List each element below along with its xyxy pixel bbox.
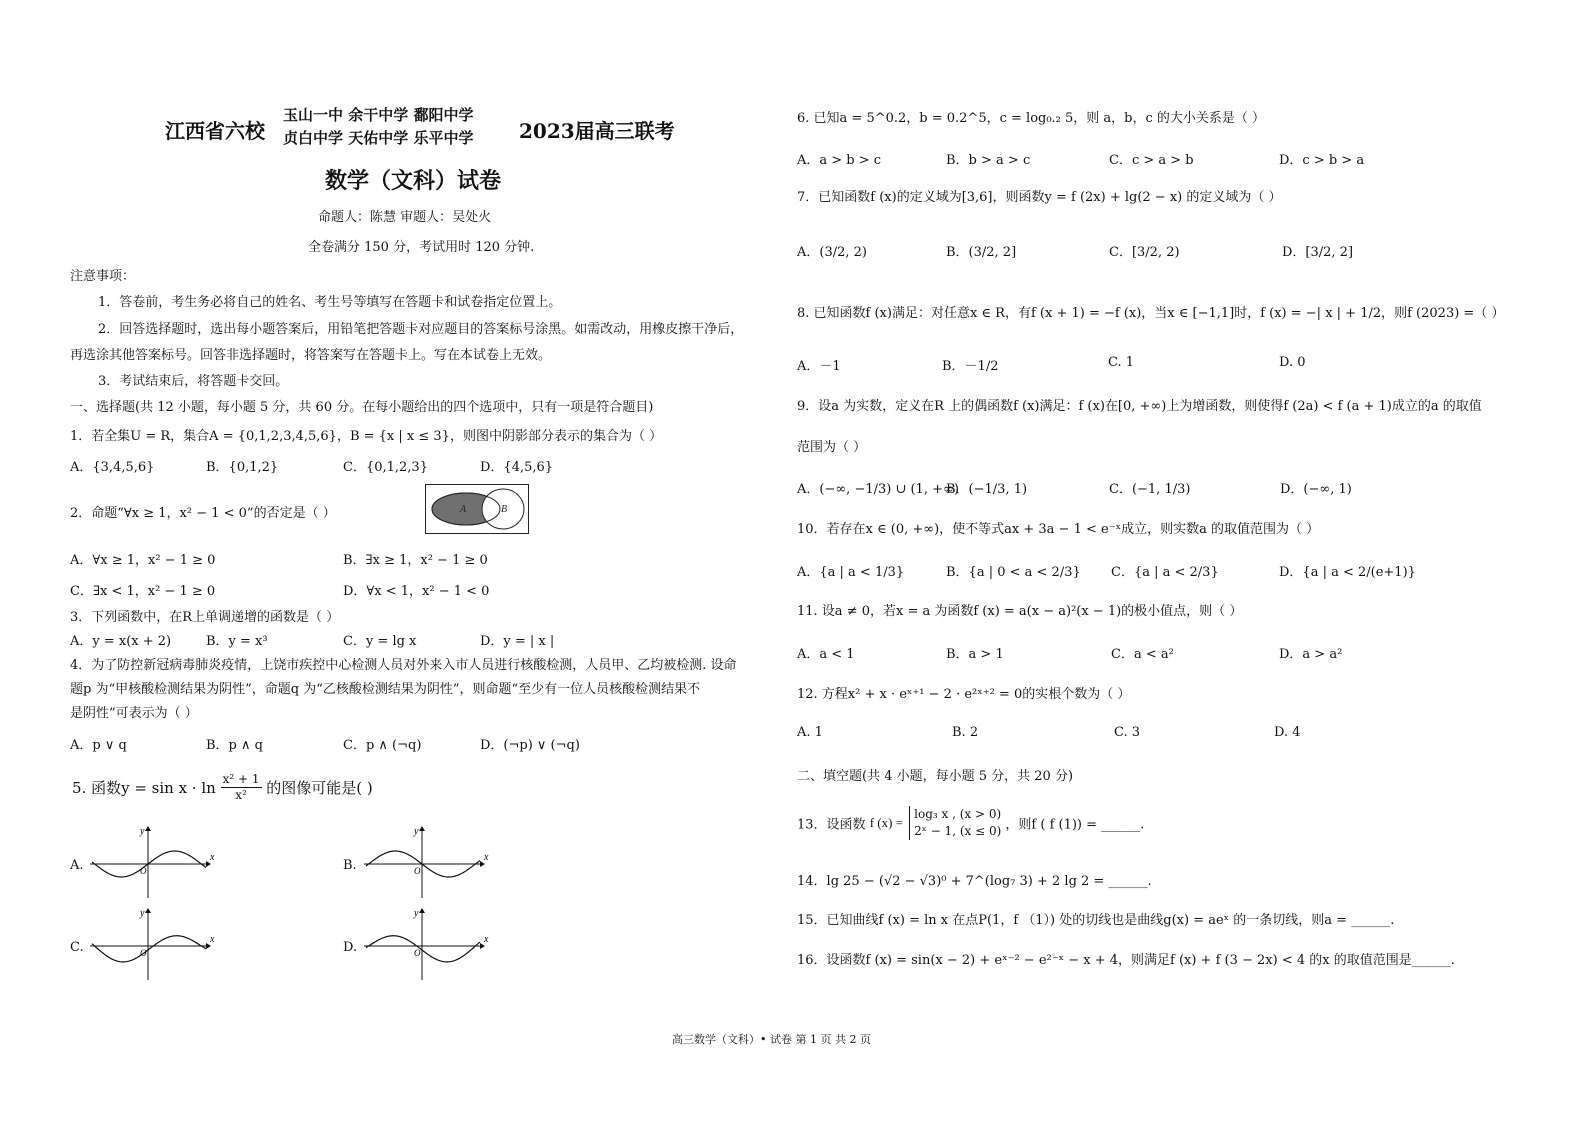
section-fill-heading: 二、填空题(共 4 小题，每小题 5 分，共 20 分) xyxy=(797,769,1074,784)
question-4-stem-line-2: 题p 为“甲核酸检测结果为阴性”，命题q 为“乙核酸检测结果为阴性”，则命题“至少有一位人员核酸检测结果不 xyxy=(70,682,701,697)
function-curve xyxy=(366,936,480,962)
question-12-option-c[interactable]: C. 3 xyxy=(1114,725,1141,740)
question-13-case-1: log₃ x , (x > 0) xyxy=(914,807,1002,821)
question-8-option-c[interactable]: C. 1 xyxy=(1108,355,1135,370)
question-9-option-d[interactable]: D．(−∞, 1) xyxy=(1280,482,1352,497)
question-12-stem: 12. 方程x² + x · eˣ⁺¹ − 2 · e²ˣ⁺² = 0的实根个数为（ ） xyxy=(797,687,1131,702)
school-list xyxy=(283,104,473,150)
question-8-option-a[interactable]: A．－1 xyxy=(797,359,841,374)
y-axis-arrow xyxy=(145,826,151,831)
question-11-option-a[interactable]: A．a < 1 xyxy=(797,647,855,662)
question-6-option-c[interactable]: C．c > a > b xyxy=(1109,153,1194,168)
question-5-graph-d[interactable] xyxy=(362,906,490,982)
question-10-option-d[interactable]: D．{a | a < 2/(e+1)} xyxy=(1279,565,1416,580)
question-2-stem: 2．命题“∀x ≥ 1，x² − 1 < 0”的否定是（ ） xyxy=(70,506,336,521)
question-9-stem-line-2: 范围为（ ） xyxy=(797,440,867,455)
question-7-option-b[interactable]: B．(3/2, 2] xyxy=(946,245,1017,260)
question-5-fraction xyxy=(221,772,262,803)
question-7-option-c[interactable]: C．[3/2, 2) xyxy=(1109,245,1180,260)
question-3-stem: 3．下列函数中，在R上单调递增的函数是（ ） xyxy=(70,610,340,625)
question-5-option-b[interactable]: B. xyxy=(343,858,357,873)
question-9-stem-line-1: 9．设a 为实数，定义在R 上的偶函数f (x)满足：f (x)在[0, +∞)上为增函数，则使得f (2a) < f (a + 1)成立的a 的取值 xyxy=(797,399,1482,414)
question-13-suffix: ，则f ( f (1)) = ______. xyxy=(1005,817,1145,833)
origin-label: O xyxy=(140,866,147,876)
question-7-option-a[interactable]: A．(3/2, 2) xyxy=(797,245,867,260)
venn-diagram xyxy=(425,484,529,534)
question-5-graph-a[interactable] xyxy=(88,824,216,900)
question-16-stem: 16．设函数f (x) = sin(x − 2) + eˣ⁻² − e²⁻ˣ − x + 4，则满足f (x) + f (3 − 2x) < 4 的x 的取值范围是______. xyxy=(797,953,1455,968)
question-6-option-d[interactable]: D．c > b > a xyxy=(1279,153,1365,168)
question-9-option-c[interactable]: C．(−1, 1/3) xyxy=(1109,482,1191,497)
question-7-stem: 7．已知函数f (x)的定义域为[3,6]，则函数y = f (2x) + lg(2 − x) 的定义域为（ ） xyxy=(797,190,1282,205)
question-2-option-d[interactable]: D．∀x < 1，x² − 1 < 0 xyxy=(343,584,490,599)
y-axis-label: y xyxy=(140,908,145,919)
question-13-prefix: 13．设函数 xyxy=(797,817,866,833)
school-row-1: 玉山一中 余干中学 鄱阳中学 xyxy=(283,106,474,124)
question-1-stem: 1．若全集U = R，集合A = {0,1,2,3,4,5,6}，B = {x | x ≤ 3}，则图中阴影部分表示的集合为（ ） xyxy=(70,429,663,444)
question-5-fraction-denominator: x² xyxy=(235,788,247,802)
question-2-option-a[interactable]: A．∀x ≥ 1，x² − 1 ≥ 0 xyxy=(70,553,216,568)
question-5-option-d[interactable]: D. xyxy=(343,940,358,955)
origin-label: O xyxy=(414,948,421,958)
question-13-brace xyxy=(909,806,1001,840)
question-6-stem: 6. 已知a = 5^0.2，b = 0.2^5，c = log₀.₂ 5，则 a，b，c 的大小关系是（ ） xyxy=(797,111,1266,126)
y-axis-label: y xyxy=(140,826,145,837)
question-4-option-b[interactable]: B．p ∧ q xyxy=(206,738,263,753)
question-5-stem xyxy=(72,772,373,803)
origin-label: O xyxy=(140,948,147,958)
question-3-option-b[interactable]: B．y = x³ xyxy=(206,634,268,649)
question-12-option-a[interactable]: A. 1 xyxy=(797,725,823,740)
question-12-option-b[interactable]: B. 2 xyxy=(952,725,979,740)
question-11-option-d[interactable]: D．a > a² xyxy=(1279,647,1343,662)
question-4-option-a[interactable]: A．p ∨ q xyxy=(70,738,127,753)
question-5-graph-b[interactable] xyxy=(362,824,490,900)
exam-authors: 命题人：陈慧 审题人：吴处火 xyxy=(318,210,492,225)
question-5-stem-suffix: 的图像可能是( ) xyxy=(266,779,373,797)
question-4-stem-line-1: 4．为了防控新冠病毒肺炎疫情，上饶市疾控中心检测人员对外来入市人员进行核酸检测，人员甲、乙均被检测. 设命 xyxy=(70,658,737,673)
y-axis-label: y xyxy=(414,908,419,919)
question-5-fraction-numerator: x² + 1 xyxy=(222,772,260,786)
question-8-option-d[interactable]: D. 0 xyxy=(1279,355,1306,370)
venn-label-b: B xyxy=(501,504,508,515)
question-3-option-a[interactable]: A．y = x(x + 2) xyxy=(70,634,172,649)
notice-title: 注意事项： xyxy=(70,269,136,284)
question-13 xyxy=(797,806,1144,842)
exam-header xyxy=(165,104,685,152)
question-1-option-b[interactable]: B．{0,1,2} xyxy=(206,460,279,475)
question-2-option-c[interactable]: C．∃x < 1，x² − 1 ≥ 0 xyxy=(70,584,216,599)
question-13-case-2: 2ˣ − 1, (x ≤ 0) xyxy=(914,824,1002,838)
question-10-option-c[interactable]: C．{a | a < 2/3} xyxy=(1111,565,1219,580)
subject-title: 数学（文科）试卷 xyxy=(325,168,502,194)
question-10-option-a[interactable]: A．{a | a < 1/3} xyxy=(797,565,905,580)
question-1-option-d[interactable]: D．{4,5,6} xyxy=(480,460,554,475)
x-axis-label: x xyxy=(210,934,215,945)
page-footer: 高三数学（文科）• 试卷 第 1 页 共 2 页 xyxy=(672,1033,871,1046)
function-curve xyxy=(92,936,206,962)
question-7-option-d[interactable]: D．[3/2, 2] xyxy=(1282,245,1354,260)
section-choice-heading: 一、选择题(共 12 小题，每小题 5 分，共 60 分。在每小题给出的四个选项中，只有一项是符合题目) xyxy=(70,400,654,415)
origin-label: O xyxy=(414,866,421,876)
score-info: 全卷满分 150 分，考试用时 120 分钟. xyxy=(308,240,535,255)
question-13-function: f (x) = xyxy=(869,815,904,830)
question-2-option-b[interactable]: B．∃x ≥ 1，x² − 1 ≥ 0 xyxy=(343,553,488,568)
question-5-option-a[interactable]: A. xyxy=(70,858,84,873)
y-axis-label: y xyxy=(414,826,419,837)
notice-item-3: 3．考试结束后，将答题卡交回。 xyxy=(98,374,289,389)
question-4-option-c[interactable]: C．p ∧ (¬q) xyxy=(343,738,422,753)
question-3-option-d[interactable]: D．y = | x | xyxy=(480,634,555,649)
school-row-2: 贞白中学 天佑中学 乐平中学 xyxy=(283,129,474,147)
question-8-option-b[interactable]: B．－1/2 xyxy=(942,359,999,374)
question-4-stem-line-3: 是阴性”可表示为（ ） xyxy=(70,706,198,721)
question-1-option-a[interactable]: A．{3,4,5,6} xyxy=(70,460,155,475)
question-10-option-b[interactable]: B．{a | 0 < a < 2/3} xyxy=(946,565,1081,580)
question-14-stem: 14．lg 25 − (√2 − √3)⁰ + 7^(log₇ 3) + 2 lg 2 = ______. xyxy=(797,874,1152,889)
question-3-option-c[interactable]: C．y = lg x xyxy=(343,634,417,649)
y-axis-arrow xyxy=(419,826,425,831)
notice-item-2-cont: 再选涂其他答案标号。回答非选择题时，将答案写在答题卡上。写在本试卷上无效。 xyxy=(70,348,552,363)
x-axis-label: x xyxy=(484,934,489,945)
question-11-option-b[interactable]: B．a > 1 xyxy=(946,647,1004,662)
x-axis-label: x xyxy=(210,852,215,863)
province-label: 江西省六校 xyxy=(165,119,265,143)
venn-label-a: A xyxy=(460,504,467,515)
notice-item-2: 2．回答选择题时，选出每小题答案后，用铅笔把答题卡对应题目的答案标号涂黑。如需改动，用橡皮擦干净后， xyxy=(98,322,744,337)
y-axis-arrow xyxy=(145,908,151,913)
question-6-option-b[interactable]: B．b > a > c xyxy=(946,153,1031,168)
question-11-stem: 11. 设a ≠ 0，若x = a 为函数f (x) = a(x − a)²(x − 1)的极小值点，则（ ） xyxy=(797,604,1243,619)
question-15-stem: 15．已知曲线f (x) = ln x 在点P(1，f （1）) 处的切线也是曲线g(x) = aeˣ 的一条切线，则a = ______. xyxy=(797,913,1395,928)
question-8-stem: 8. 已知函数f (x)满足：对任意x ∈ R，有f (x + 1) = −f (x)，当x ∈ [−1,1]时，f (x) = −| x | + 1/2，则f (2023) =（ ） xyxy=(797,306,1505,321)
exam-name: 2023届高三联考 xyxy=(519,119,675,143)
question-4-option-d[interactable]: D．(¬p) ∨ (¬q) xyxy=(480,738,580,753)
question-5-graph-c[interactable] xyxy=(88,906,216,982)
question-9-option-a[interactable]: A．(−∞, −1/3) ∪ (1, +∞) xyxy=(797,482,959,497)
notice-item-1: 1．答卷前，考生务必将自己的姓名、考生号等填写在答题卡和试卷指定位置上。 xyxy=(98,295,562,310)
question-10-stem: 10．若存在x ∈ (0, +∞)，使不等式ax + 3a − 1 < e⁻ˣ成立，则实数a 的取值范围为（ ） xyxy=(797,522,1320,537)
question-6-option-a[interactable]: A．a > b > c xyxy=(797,153,882,168)
question-5-stem-prefix: 5. 函数y = sin x · ln xyxy=(72,779,216,797)
x-axis-label: x xyxy=(484,852,489,863)
question-5-option-c[interactable]: C. xyxy=(70,940,84,955)
question-12-option-d[interactable]: D. 4 xyxy=(1274,725,1301,740)
question-1-option-c[interactable]: C．{0,1,2,3} xyxy=(343,460,428,475)
question-11-option-c[interactable]: C．a < a² xyxy=(1111,647,1174,662)
question-9-option-b[interactable]: B．(−1/3, 1) xyxy=(946,482,1028,497)
y-axis-arrow xyxy=(419,908,425,913)
